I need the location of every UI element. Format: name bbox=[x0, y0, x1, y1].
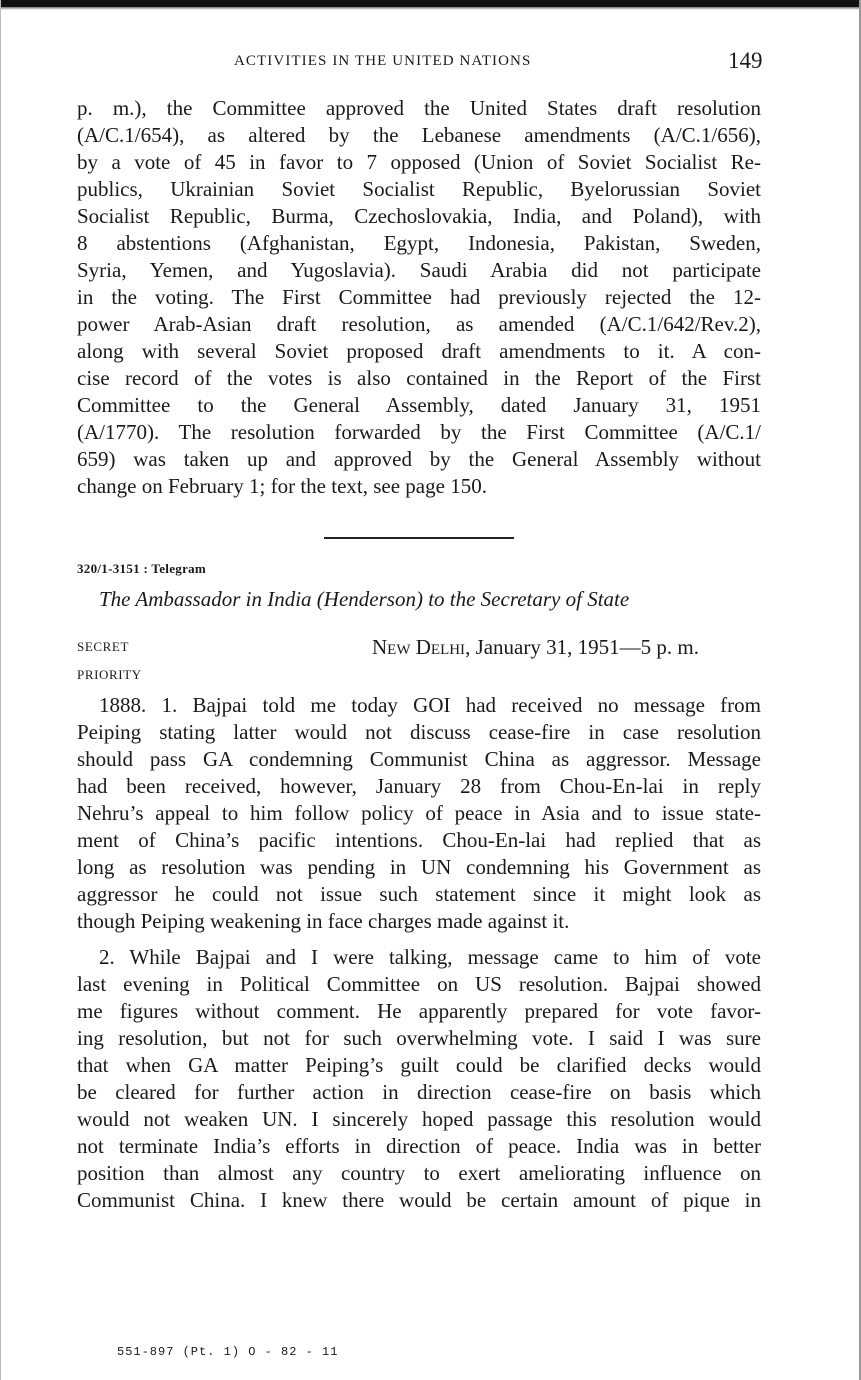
text-line: aggressor he could not issue such statement since it might look as bbox=[77, 882, 761, 906]
section-divider bbox=[324, 537, 514, 539]
title-part-1: The Ambassador in India ( bbox=[99, 587, 324, 611]
text-line: power Arab-Asian draft resolution, as amended (A/C.1/642/Rev.2), bbox=[77, 312, 761, 336]
text-line: by a vote of 45 in favor to 7 opposed (Union of Soviet Socialist Re- bbox=[77, 150, 761, 174]
continuation-paragraph bbox=[77, 95, 761, 500]
page-number: 149 bbox=[728, 48, 763, 73]
classification-label: SECRET bbox=[77, 639, 129, 654]
text-line: not terminate India’s efforts in direction of peace. India was in better bbox=[77, 1134, 761, 1158]
text-line: though Peiping weakening in face charges made against it. bbox=[77, 909, 570, 933]
text-line: in the voting. The First Committee had previously rejected the 12- bbox=[77, 285, 761, 309]
title-name: Henderson bbox=[323, 587, 416, 611]
printing-code: 551-897 (Pt. 1) O - 82 - 11 bbox=[117, 1345, 339, 1359]
text-line: Committee to the General Assembly, dated January 31, 1951 bbox=[77, 393, 761, 417]
text-line: position than almost any country to exert ameliorating influence on bbox=[77, 1161, 761, 1185]
text-line: 2. While Bajpai and I were talking, message came to him of vote bbox=[99, 945, 761, 969]
text-line: along with several Soviet proposed draft amendments to it. A con- bbox=[77, 339, 761, 363]
document-reference: 320/1-3151 : Telegram bbox=[77, 561, 207, 576]
left-page-edge bbox=[0, 0, 1, 1380]
text-line: ment of China’s pacific intentions. Chou-En-lai had replied that as bbox=[77, 828, 761, 852]
text-line: 1888. 1. Bajpai told me today GOI had received no message from bbox=[99, 693, 761, 717]
text-line: long as resolution was pending in UN condemning his Government as bbox=[77, 855, 761, 879]
text-line: 8 abstentions (Afghanistan, Egypt, Indonesia, Pakistan, Sweden, bbox=[77, 231, 761, 255]
dateline bbox=[372, 635, 699, 660]
text-line: be cleared for further action in direction cease-fire on basis which bbox=[77, 1080, 761, 1104]
text-line: last evening in Political Committee on US resolution. Bajpai showed bbox=[77, 972, 761, 996]
title-part-2: ) to the Secretary of State bbox=[415, 587, 630, 611]
text-line: should pass GA condemning Communist China as aggressor. Message bbox=[77, 747, 761, 771]
text-line: ing resolution, but not for such overwhelming vote. I said I was sure bbox=[77, 1026, 761, 1050]
text-line: 659) was taken up and approved by the General Assembly without bbox=[77, 447, 761, 471]
text-line: me figures without comment. He apparently prepared for vote favor- bbox=[77, 999, 761, 1023]
dateline-date: , January 31, 1951—5 p. m. bbox=[465, 635, 699, 659]
dateline-city: New Delhi bbox=[372, 635, 466, 659]
telegram-paragraph-1 bbox=[77, 692, 761, 935]
top-scan-shadow bbox=[0, 7, 861, 10]
document-title bbox=[99, 587, 629, 612]
text-line: Peiping stating latter would not discuss cease-fire in case resolution bbox=[77, 720, 761, 744]
running-head: ACTIVITIES IN THE UNITED NATIONS bbox=[234, 53, 532, 69]
text-line: publics, Ukrainian Soviet Socialist Republic, Byelorussian Soviet bbox=[77, 177, 761, 201]
telegram-paragraph-2 bbox=[77, 944, 761, 1214]
top-scan-border bbox=[0, 0, 861, 7]
text-line: Nehru’s appeal to him follow policy of peace in Asia and to issue state- bbox=[77, 801, 761, 825]
text-line: had been received, however, January 28 from Chou-En-lai in reply bbox=[77, 774, 761, 798]
text-line: (A/C.1/654), as altered by the Lebanese amendments (A/C.1/656), bbox=[77, 123, 761, 147]
priority-label: PRIORITY bbox=[77, 667, 142, 682]
text-line: (A/1770). The resolution forwarded by the First Committee (A/C.1/ bbox=[77, 420, 761, 444]
text-line: Communist China. I knew there would be certain amount of pique in bbox=[77, 1188, 761, 1212]
text-line: Socialist Republic, Burma, Czechoslovakia, India, and Poland), with bbox=[77, 204, 761, 228]
text-line: cise record of the votes is also contained in the Report of the First bbox=[77, 366, 761, 390]
text-line: that when GA matter Peiping’s guilt could be clarified decks would bbox=[77, 1053, 761, 1077]
text-line: p. m.), the Committee approved the United States draft resolution bbox=[77, 96, 761, 120]
text-line: would not weaken UN. I sincerely hoped passage this resolution would bbox=[77, 1107, 761, 1131]
text-line: change on February 1; for the text, see page 150. bbox=[77, 474, 487, 498]
text-line: Syria, Yemen, and Yugoslavia). Saudi Arabia did not participate bbox=[77, 258, 761, 282]
